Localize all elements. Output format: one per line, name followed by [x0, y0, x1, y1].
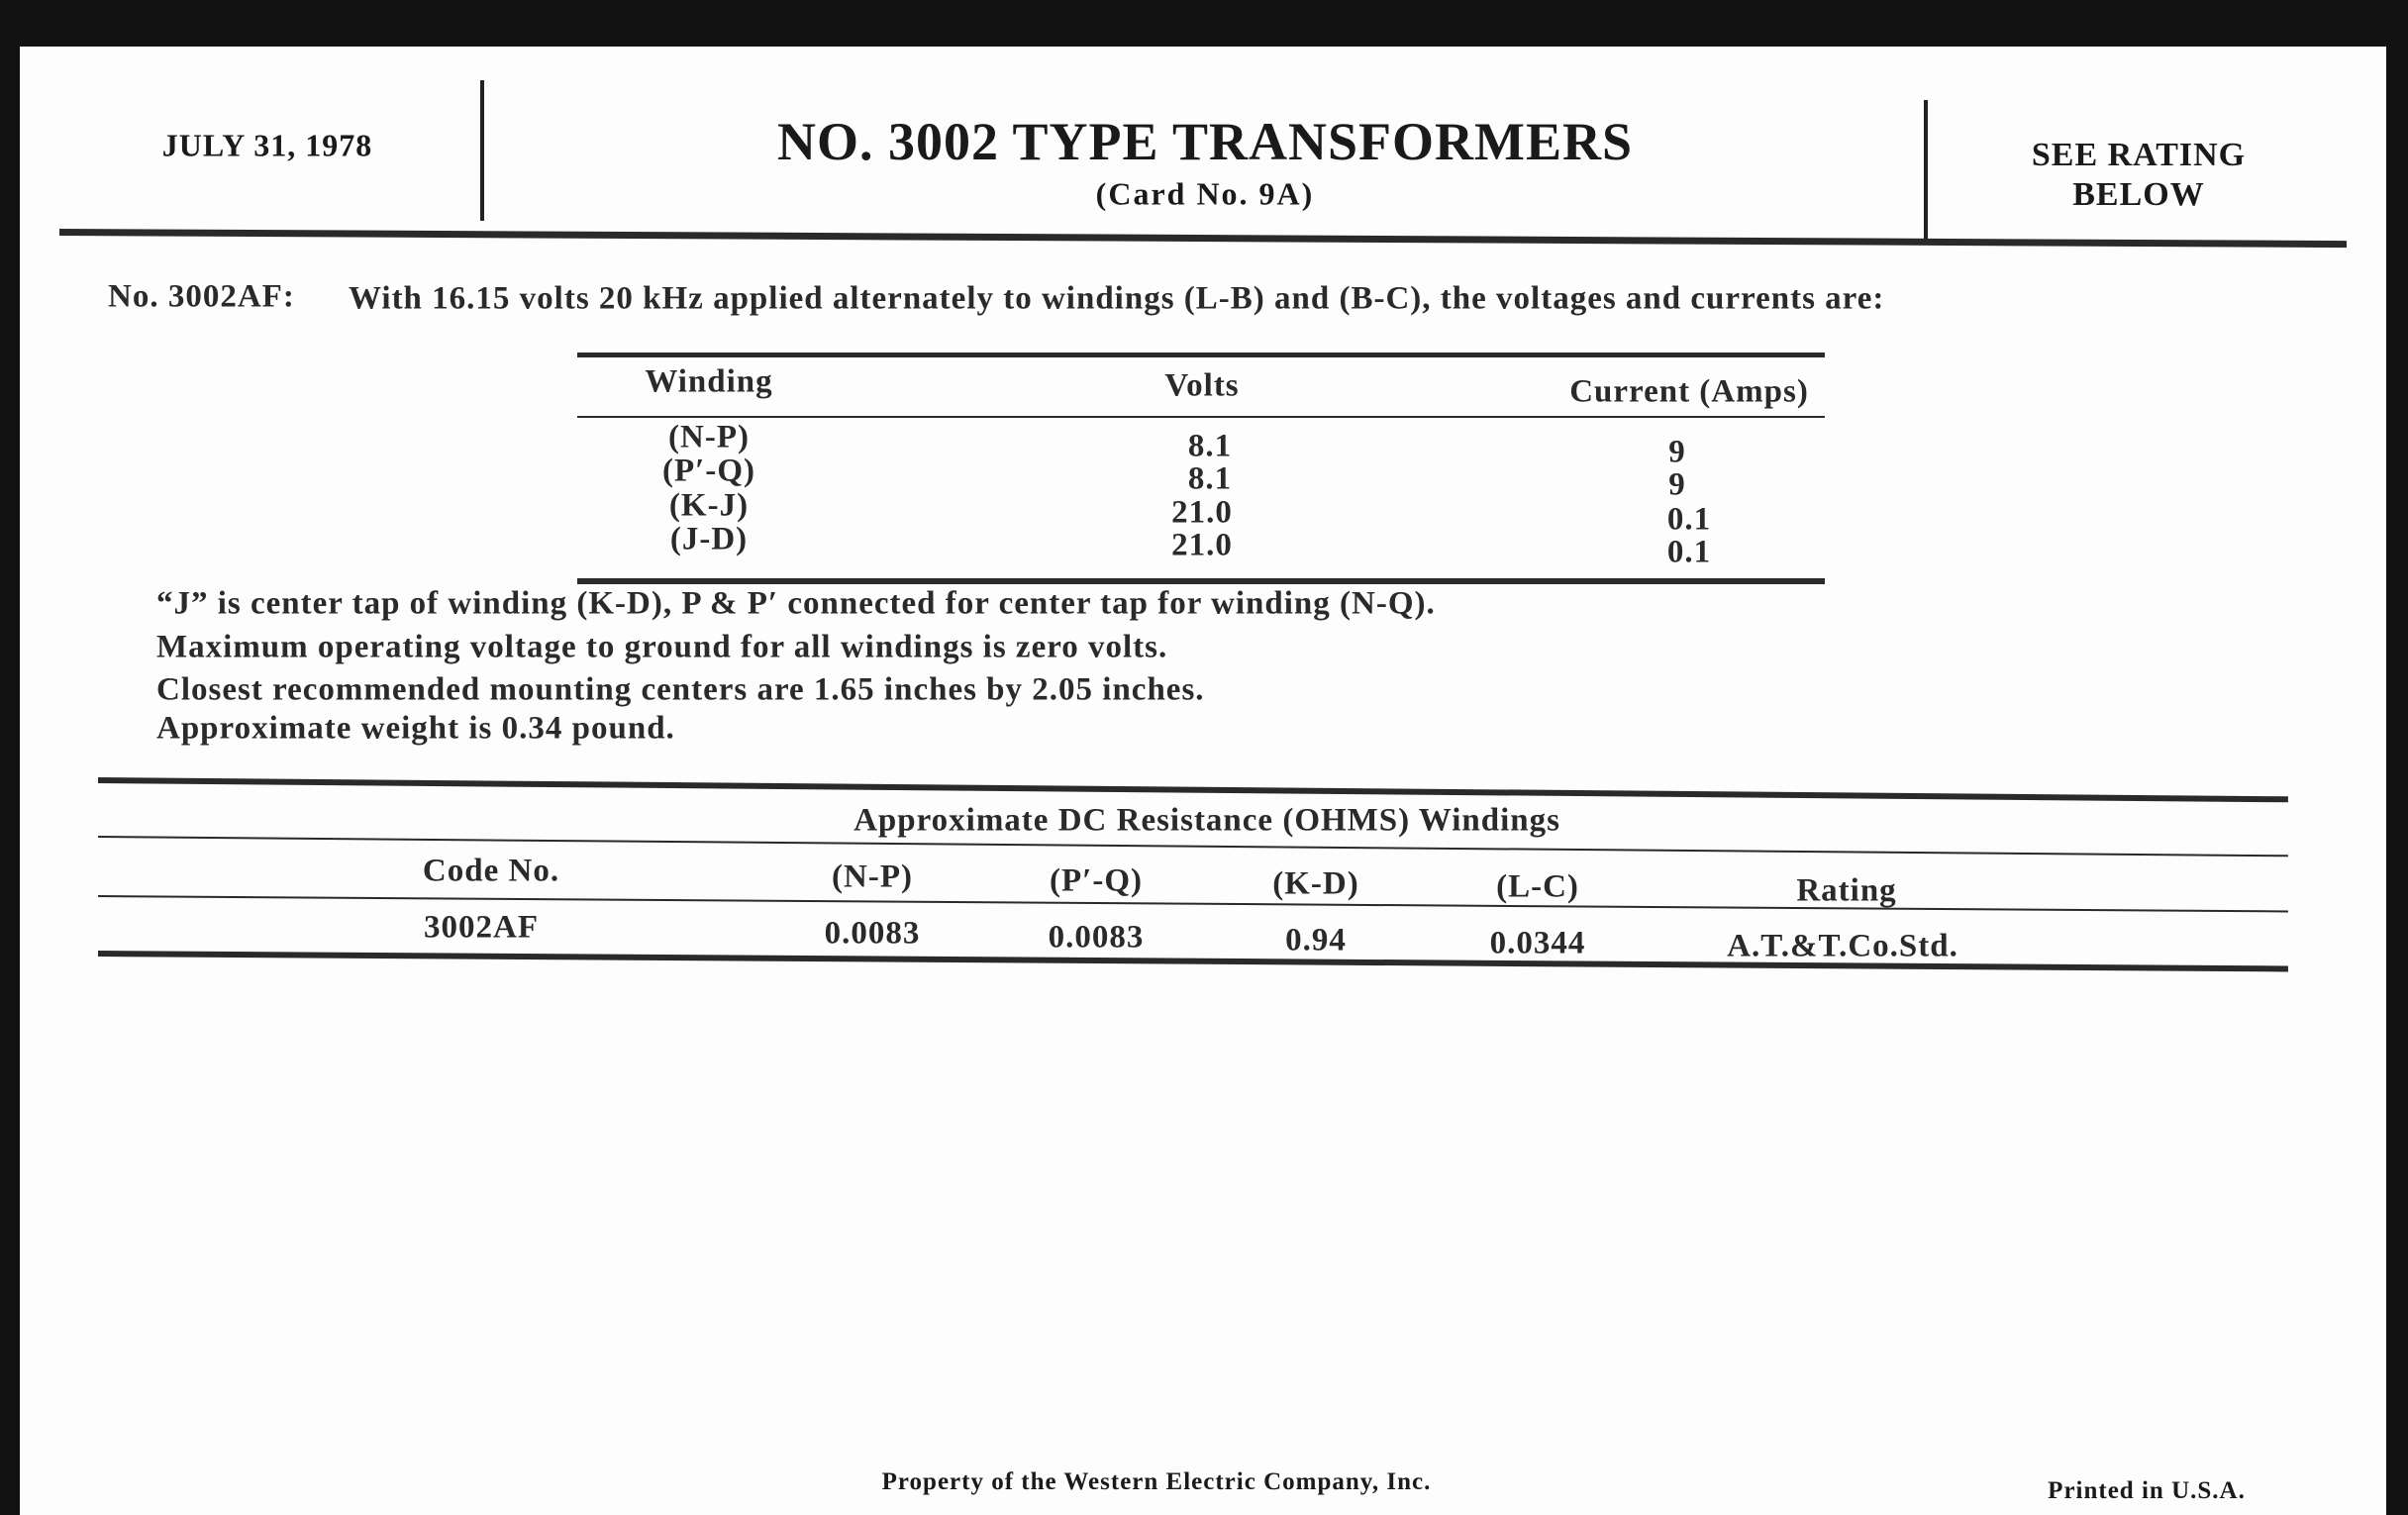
- rating-note-line1: SEE RATING: [2031, 137, 2247, 173]
- header-l-c: (L-C): [1496, 868, 1579, 905]
- footer-printed: Printed in U.S.A.: [2048, 1477, 2246, 1504]
- resistance-title: Approximate DC Resistance (OHMS) Windings: [853, 802, 1560, 839]
- note-max-voltage: Maximum operating voltage to ground for all windings is zero volts.: [156, 629, 1168, 665]
- page-title: NO. 3002 TYPE TRANSFORMERS: [776, 112, 1634, 171]
- table-cell: 9: [1668, 466, 1686, 503]
- table-cell: (K-J): [668, 487, 750, 524]
- table-cell: 0.1: [1666, 534, 1712, 570]
- table-cell: 8.1: [1187, 460, 1233, 497]
- rating-note-line2: BELOW: [2072, 176, 2205, 213]
- table-cell: 3002AF: [424, 909, 539, 946]
- table-cell: 21.0: [1171, 494, 1233, 531]
- table-cell: 0.0344: [1489, 925, 1586, 961]
- table-cell: 0.0083: [824, 915, 921, 952]
- note-mounting: Closest recommended mounting centers are 1.65 inches by 2.05 inches.: [156, 671, 1205, 708]
- intro-text: With 16.15 volts 20 kHz applied alternately to windings (L-B) and (B-C), the voltages and currents are:: [349, 280, 1885, 317]
- table-cell: A.T.&T.Co.Std.: [1727, 928, 1958, 964]
- header-winding: Winding: [645, 363, 773, 400]
- card-number: (Card No. 9A): [1095, 175, 1315, 212]
- table-top-rule: [577, 353, 1825, 357]
- header-k-d: (K-D): [1272, 865, 1359, 902]
- table-cell: (N-P): [668, 419, 750, 455]
- table-cell: 21.0: [1171, 527, 1233, 563]
- intro-code: No. 3002AF:: [108, 278, 295, 315]
- table-header-rule: [577, 416, 1825, 418]
- header-volts: Volts: [1164, 367, 1240, 404]
- table-bottom-rule: [577, 578, 1825, 584]
- table-cell: (P′-Q): [661, 453, 756, 489]
- header-n-p: (N-P): [832, 858, 913, 895]
- card-date: JULY 31, 1978: [161, 127, 373, 163]
- header-divider-right: [1924, 100, 1928, 242]
- table-cell: (J-D): [669, 521, 749, 557]
- footer-property: Property of the Western Electric Company, Inc.: [881, 1468, 1432, 1495]
- table-cell: 9: [1668, 434, 1686, 470]
- header-divider-left: [480, 80, 484, 221]
- note-center-tap: “J” is center tap of winding (K-D), P & P′ connected for center tap for winding (N-Q).: [156, 585, 1436, 622]
- header-current: Current (Amps): [1569, 373, 1809, 410]
- header-rating: Rating: [1796, 872, 1897, 909]
- table-cell: 0.1: [1666, 501, 1712, 538]
- table-cell: 0.0083: [1048, 919, 1145, 956]
- header-code-no: Code No.: [422, 853, 560, 889]
- note-weight: Approximate weight is 0.34 pound.: [156, 710, 675, 747]
- table-cell: 8.1: [1187, 428, 1233, 464]
- table-cell: 0.94: [1285, 922, 1347, 959]
- header-p-q: (P′-Q): [1049, 862, 1144, 899]
